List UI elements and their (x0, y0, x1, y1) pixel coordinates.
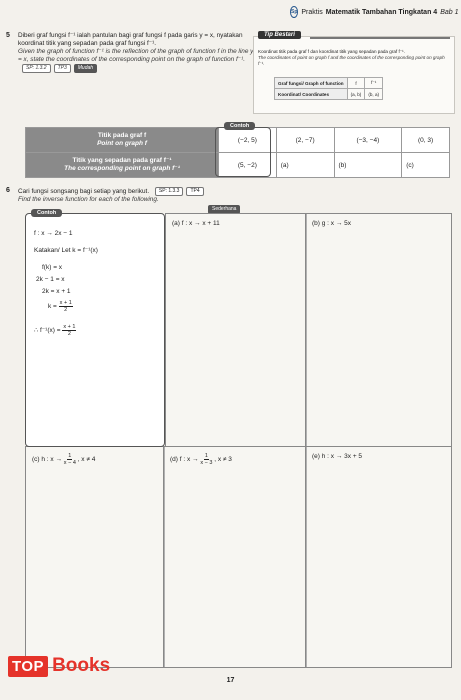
level-tag: Sederhana (208, 205, 240, 214)
row-header-ms: Titik pada graf f (97, 132, 147, 139)
example-step: f : x → 2x − 1 (34, 230, 73, 237)
question-text-en: Find the inverse function for each of the following. (18, 196, 159, 204)
tip-text-en: The coordinates of point on graph f and the coordinates of the corresponding point on graph f⁻¹. (258, 55, 445, 66)
question-tags (22, 64, 97, 73)
numerator: 1 (68, 453, 72, 459)
example-step: Katakan/ Let k = f⁻¹(x) (34, 247, 98, 254)
denominator: 2 (67, 331, 71, 337)
worked-example (25, 213, 165, 447)
example-step: f(k) = x (42, 264, 63, 271)
part-label: (e) h : x → 3x + 5 (312, 453, 363, 460)
part-suffix: , x ≠ 3 (214, 456, 232, 464)
tip-table-cell: (a, b) (347, 89, 365, 100)
question-5 (6, 32, 256, 73)
point-cell: (0, 3) (402, 128, 450, 153)
tp-tag: TP4 (186, 187, 203, 196)
tip-title: Tip Bestari (258, 31, 301, 39)
brand-top: TOP (8, 656, 48, 677)
answer-cell-e[interactable] (305, 446, 452, 668)
step-lhs: ∴ f⁻¹(x) = (34, 327, 61, 335)
question-text-en-body: Given the graph of function f⁻¹ is the reflection of the graph of function f in the line y = x, state the coordinates of the corresponding point on the graph of function f⁻¹. (18, 48, 254, 63)
denominator: 2 (64, 307, 68, 313)
brand-logo (8, 646, 110, 686)
numerator: 1 (204, 453, 208, 459)
answer-cell-a[interactable] (165, 213, 307, 447)
tip-text-ms: Koordinat titik pada graf f dan koordinat titik yang sepadan pada graf f⁻¹. (258, 49, 405, 54)
answer-cell-d[interactable] (163, 446, 307, 668)
tip-table-cell: (b, a) (365, 89, 383, 100)
step-lhs: k = (48, 303, 57, 311)
tip-box (253, 32, 455, 114)
answer-cell[interactable]: (b) (334, 153, 402, 178)
part-label: (b) g : x → 5x (312, 220, 352, 227)
row-header-ms: Titik yang sepadan pada graf f⁻¹ (72, 157, 172, 164)
book-title: Matematik Tambahan Tingkatan 4 (325, 8, 438, 16)
answer-cell[interactable]: (a) (276, 153, 334, 178)
book-logo-icon: Sp (290, 6, 298, 18)
row-header-en: Point on graph f (97, 140, 147, 147)
point-cell: (−3, −4) (334, 128, 402, 153)
answer-cell-c[interactable] (25, 446, 165, 668)
question-text-ms (18, 187, 326, 196)
point-cell: (−2, 5) (219, 128, 277, 153)
numerator: x + 1 (63, 324, 76, 330)
row-header-corresponding (26, 153, 219, 178)
sp-tag: SP: 1.3.2 (22, 64, 51, 73)
running-header (290, 6, 459, 18)
part-label: (a) f : x → x + 11 (172, 220, 220, 227)
example-step (48, 300, 73, 313)
fraction (59, 300, 73, 313)
fraction (200, 453, 212, 466)
chapter-label: Bab 1 (440, 8, 459, 16)
part-prefix: (d) f : x → (170, 456, 199, 464)
question-number: 6 (6, 187, 10, 194)
tip-table-cell: f⁻¹ (365, 78, 383, 89)
answer-cell[interactable]: (c) (402, 153, 450, 178)
row-header-en: The corresponding point on graph f⁻¹ (64, 165, 180, 172)
fraction (62, 324, 76, 337)
question-tags (155, 187, 204, 196)
tip-table-header: Koordinat/ Coordinates (275, 89, 348, 100)
fraction (64, 453, 76, 466)
answer-cell: (5, −2) (219, 153, 277, 178)
numerator: x + 1 (59, 300, 72, 306)
example-step: 2k = x + 1 (42, 288, 71, 295)
answer-cell-b[interactable] (305, 213, 452, 447)
denominator: x − 4 (63, 460, 76, 466)
part-prefix: (c) h : x → (32, 456, 62, 464)
tip-table-header: Graf fungsi/ Graph of function (275, 78, 348, 89)
example-step: 2k − 1 = x (36, 276, 65, 283)
level-tag: Mudah (74, 64, 97, 73)
answer-grid (25, 210, 450, 666)
tip-divider (310, 37, 450, 39)
tip-table (274, 77, 383, 100)
page-number: 17 (226, 677, 235, 684)
points-table (25, 127, 450, 181)
part-label (170, 453, 232, 466)
point-cell: (2, −7) (276, 128, 334, 153)
row-header-points (26, 128, 219, 153)
tip-text (258, 49, 450, 67)
question-6 (6, 187, 326, 204)
part-suffix: , x ≠ 4 (77, 456, 96, 464)
question-text-ms-body: Cari fungsi songsang bagi setiap yang berikut. (18, 188, 150, 196)
brand-books: Books (52, 655, 111, 676)
tp-tag: TP3 (54, 64, 71, 73)
example-result (34, 324, 76, 337)
tip-table-cell: f (347, 78, 365, 89)
question-text-en (18, 48, 256, 73)
question-number: 5 (6, 32, 10, 39)
sp-tag: SP: 1.3.3 (155, 187, 184, 196)
denominator: x − 3 (200, 460, 213, 466)
question-text-ms: Diberi graf fungsi f⁻¹ ialah pantulan bagi graf fungsi f pada garis y = x, nyatakan koordinat titik yang sepadan pada graf fungsi f⁻¹. (18, 32, 243, 47)
example-badge: Contoh (224, 122, 255, 130)
part-label (32, 453, 95, 466)
series-name: Praktis (301, 8, 323, 16)
example-badge: Contoh (31, 209, 62, 217)
